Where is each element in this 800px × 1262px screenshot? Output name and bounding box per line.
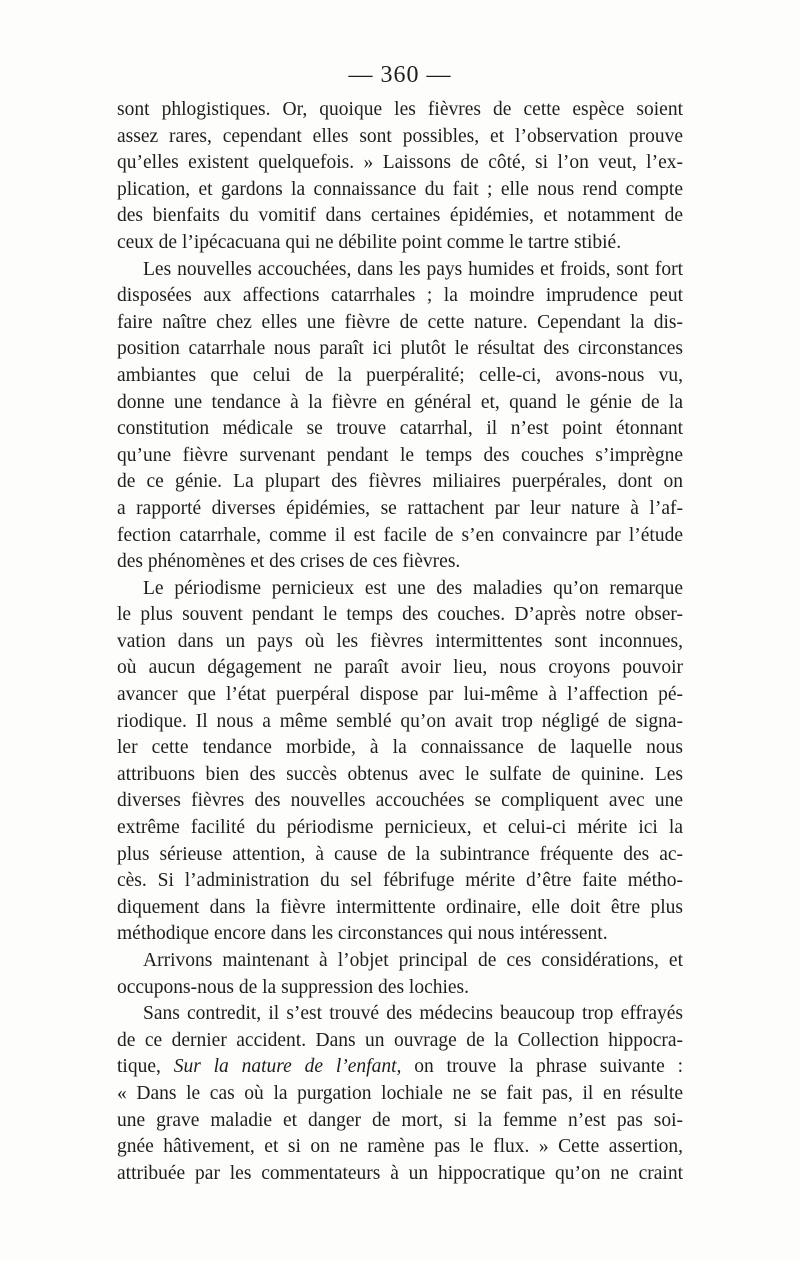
- text-fragment: on trouve la phrase suivante :: [401, 1056, 683, 1078]
- text-line: sont phlogistiques. Or, quoique les fièvres de cette espèce soient: [117, 99, 683, 120]
- text-line: des bienfaits du vomitif dans certaines épidémies, et notamment de: [117, 205, 683, 227]
- text-line: le plus souvent pendant le temps des couches. D’après notre obser-: [117, 604, 683, 626]
- text-line: disposées aux affections catarrhales ; la moindre imprudence peut: [117, 285, 683, 307]
- text-line: cès. Si l’administration du sel fébrifuge mérite d’être faite métho-: [117, 870, 683, 892]
- text-line: Le périodisme pernicieux est une des maladies qu’on remarque: [143, 577, 683, 599]
- text-line: assez rares, cependant elles sont possibles, et l’observation prouve: [117, 125, 683, 147]
- text-line: riodique. Il nous a même semblé qu’on avait trop négligé de signa-: [117, 710, 683, 732]
- text-line: méthodique encore dans les circonstances qui nous intéressent.: [117, 923, 608, 945]
- text-line: qu’elles existent quelquefois. » Laissons de côté, si l’on veut, l’ex-: [117, 152, 683, 174]
- text-line: diquement dans la fièvre intermittente ordinaire, elle doit être plus: [117, 896, 683, 918]
- text-line: fection catarrhale, comme il est facile de s’en convaincre par l’étude: [117, 524, 683, 546]
- body-text: [117, 97, 683, 1187]
- text-line: donne une tendance à la fièvre en général et, quand le génie de la: [117, 391, 683, 413]
- text-line: ambiantes que celui de la puerpéralité; celle-ci, avons-nous vu,: [117, 364, 683, 386]
- text-line: qu’une fièvre survenant pendant le temps des couches s’imprègne: [117, 444, 683, 466]
- text-line: une grave maladie et danger de mort, si la femme n’est pas soi-: [117, 1109, 683, 1131]
- text-line: avancer que l’état puerpéral dispose par lui-même à l’affection pé-: [117, 684, 683, 706]
- text-line: constitution médicale se trouve catarrhal, il n’est point étonnant: [117, 418, 683, 440]
- text-line: où aucun dégagement ne paraît avoir lieu, nous croyons pouvoir: [117, 657, 683, 679]
- text-line: Les nouvelles accouchées, dans les pays humides et froids, sont fort: [143, 258, 683, 280]
- text-line: diverses fièvres des nouvelles accouchées se compliquent avec une: [117, 790, 683, 812]
- text-line: attribuons bien des succès obtenus avec le sulfate de quinine. Les: [117, 763, 683, 785]
- text-line: de ce dernier accident. Dans un ouvrage de la Collection hippocra-: [117, 1029, 683, 1051]
- text-line: ler cette tendance morbide, à la connaissance de laquelle nous: [117, 737, 683, 759]
- text-line: plication, et gardons la connaissance du fait ; elle nous rend compte: [117, 178, 683, 200]
- text-line: position catarrhale nous paraît ici plutôt le résultat des circonstances: [117, 338, 683, 360]
- text-line: ceux de l’ipécacuana qui ne débilite point comme le tartre stibié.: [117, 231, 622, 253]
- text-fragment: tique,: [117, 1056, 174, 1078]
- text-line-with-title: [117, 1054, 683, 1081]
- text-line: a rapporté diverses épidémies, se rattachent par leur nature à l’af-: [117, 497, 683, 519]
- text-line: plus sérieuse attention, à cause de la subintrance fréquente des ac-: [117, 843, 683, 865]
- page-number: — 360 —: [348, 62, 452, 88]
- text-line: de ce génie. La plupart des fièvres miliaires puerpérales, dont on: [117, 471, 683, 493]
- text-line: « Dans le cas où la purgation lochiale ne se fait pas, il en résulte: [117, 1082, 683, 1104]
- text-line: des phénomènes et des crises de ces fièvres.: [117, 551, 461, 573]
- text-line: attribuée par les commentateurs à un hippocratique qu’on ne craint: [117, 1162, 683, 1184]
- text-line: Arrivons maintenant à l’objet principal de ces considérations, et: [143, 950, 683, 971]
- text-line: vation dans un pays où les fièvres intermittentes sont inconnues,: [117, 630, 683, 652]
- text-line: extrême facilité du périodisme pernicieux, et celui-ci mérite ici la: [117, 817, 683, 839]
- text-line: gnée hâtivement, et si on ne ramène pas le flux. » Cette assertion,: [117, 1136, 683, 1158]
- text-line: occupons-nous de la suppression des lochies.: [117, 976, 470, 998]
- work-title: Sur la nature de l’enfant,: [173, 1056, 402, 1078]
- text-line: Sans contredit, il s’est trouvé des médecins beaucoup trop effrayés: [143, 1003, 683, 1025]
- text-line: faire naître chez elles une fièvre de cette nature. Cependant la dis-: [117, 311, 683, 333]
